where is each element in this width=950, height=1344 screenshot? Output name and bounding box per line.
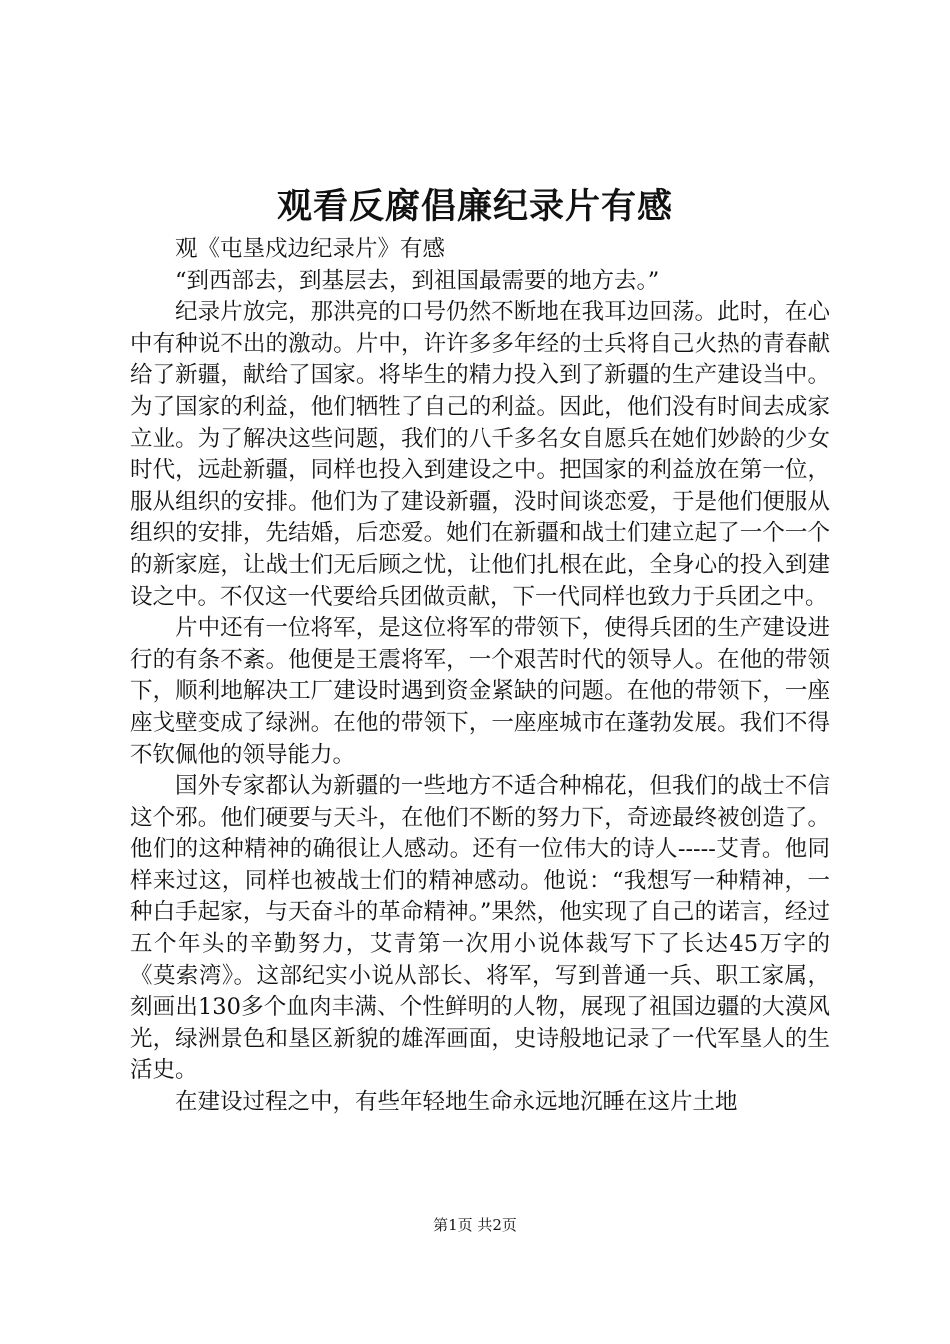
- document-title: 观看反腐倡廉纪录片有感: [276, 186, 673, 227]
- paragraph: 在建设过程之中，有些年轻地生命永远地沉睡在这片土地: [175, 1089, 738, 1116]
- paragraph: 国外专家都认为新疆的一些地方不适合种棉花，但我们的战士不信这个邪。他们硬要与天斗，在他们不断的努力下，奇迹最终被创造了。他们的这种精神的确很让人感动。还有一位伟大的诗人-----艾青。他同样来过这，同样也被战士们的精神感动。他说：“我想写一种精神，一种白手起家，与天奋斗的革命精神。”果然，他实现了自己的诺言，经过五个年头的辛勤努力，艾青第一次用小说体裁写下了长达45万字的《莫索湾》。这部纪实小说从部长、将军，写到普通一兵、职工家属，刻画出130多个血肉丰满、个性鲜明的人物，展现了祖国边疆的大漠风光，绿洲景色和垦区新貌的雄浑画面，史诗般地记录了一代军垦人的生活史。: [130, 773, 830, 1084]
- page-indicator: 第1页 共2页: [433, 1216, 517, 1234]
- paragraph: 纪录片放完，那洪亮的口号仍然不断地在我耳边回荡。此时，在心中有种说不出的激动。片中，许许多多年经的士兵将自己火热的青春献给了新疆，献给了国家。将毕生的精力投入到了新疆的生产建设当中。为了国家的利益，他们牺牲了自己的利益。因此，他们没有时间去成家立业。为了解决这些问题，我们的八千多名女自愿兵在她们妙龄的少女时代，远赴新疆，同样也投入到建设之中。把国家的利益放在第一位，服从组织的安排。他们为了建设新疆，没时间谈恋爱，于是他们便服从组织的安排，先结婚，后恋爱。她们在新疆和战士们建立起了一个一个的新家庭，让战士们无后顾之忧，让他们扎根在此，全身心的投入到建设之中。不仅这一代要给兵团做贡献，下一代同样也致力于兵团之中。: [130, 299, 830, 610]
- paragraph: 片中还有一位将军，是这位将军的带领下，使得兵团的生产建设进行的有条不紊。他便是王震将军，一个艰苦时代的领导人。在他的带领下，顺利地解决工厂建设时遇到资金紧缺的问题。在他的带领下，一座座戈壁变成了绿洲。在他的带领下，一座座城市在蓬勃发展。我们不得不钦佩他的领导能力。: [130, 615, 830, 768]
- document-body: [130, 234, 830, 1119]
- paragraph-subtitle: 观《屯垦戍边纪录片》有感: [175, 236, 446, 262]
- paragraph-slogan: “到西部去，到基层去，到祖国最需要的地方去。”: [175, 267, 660, 294]
